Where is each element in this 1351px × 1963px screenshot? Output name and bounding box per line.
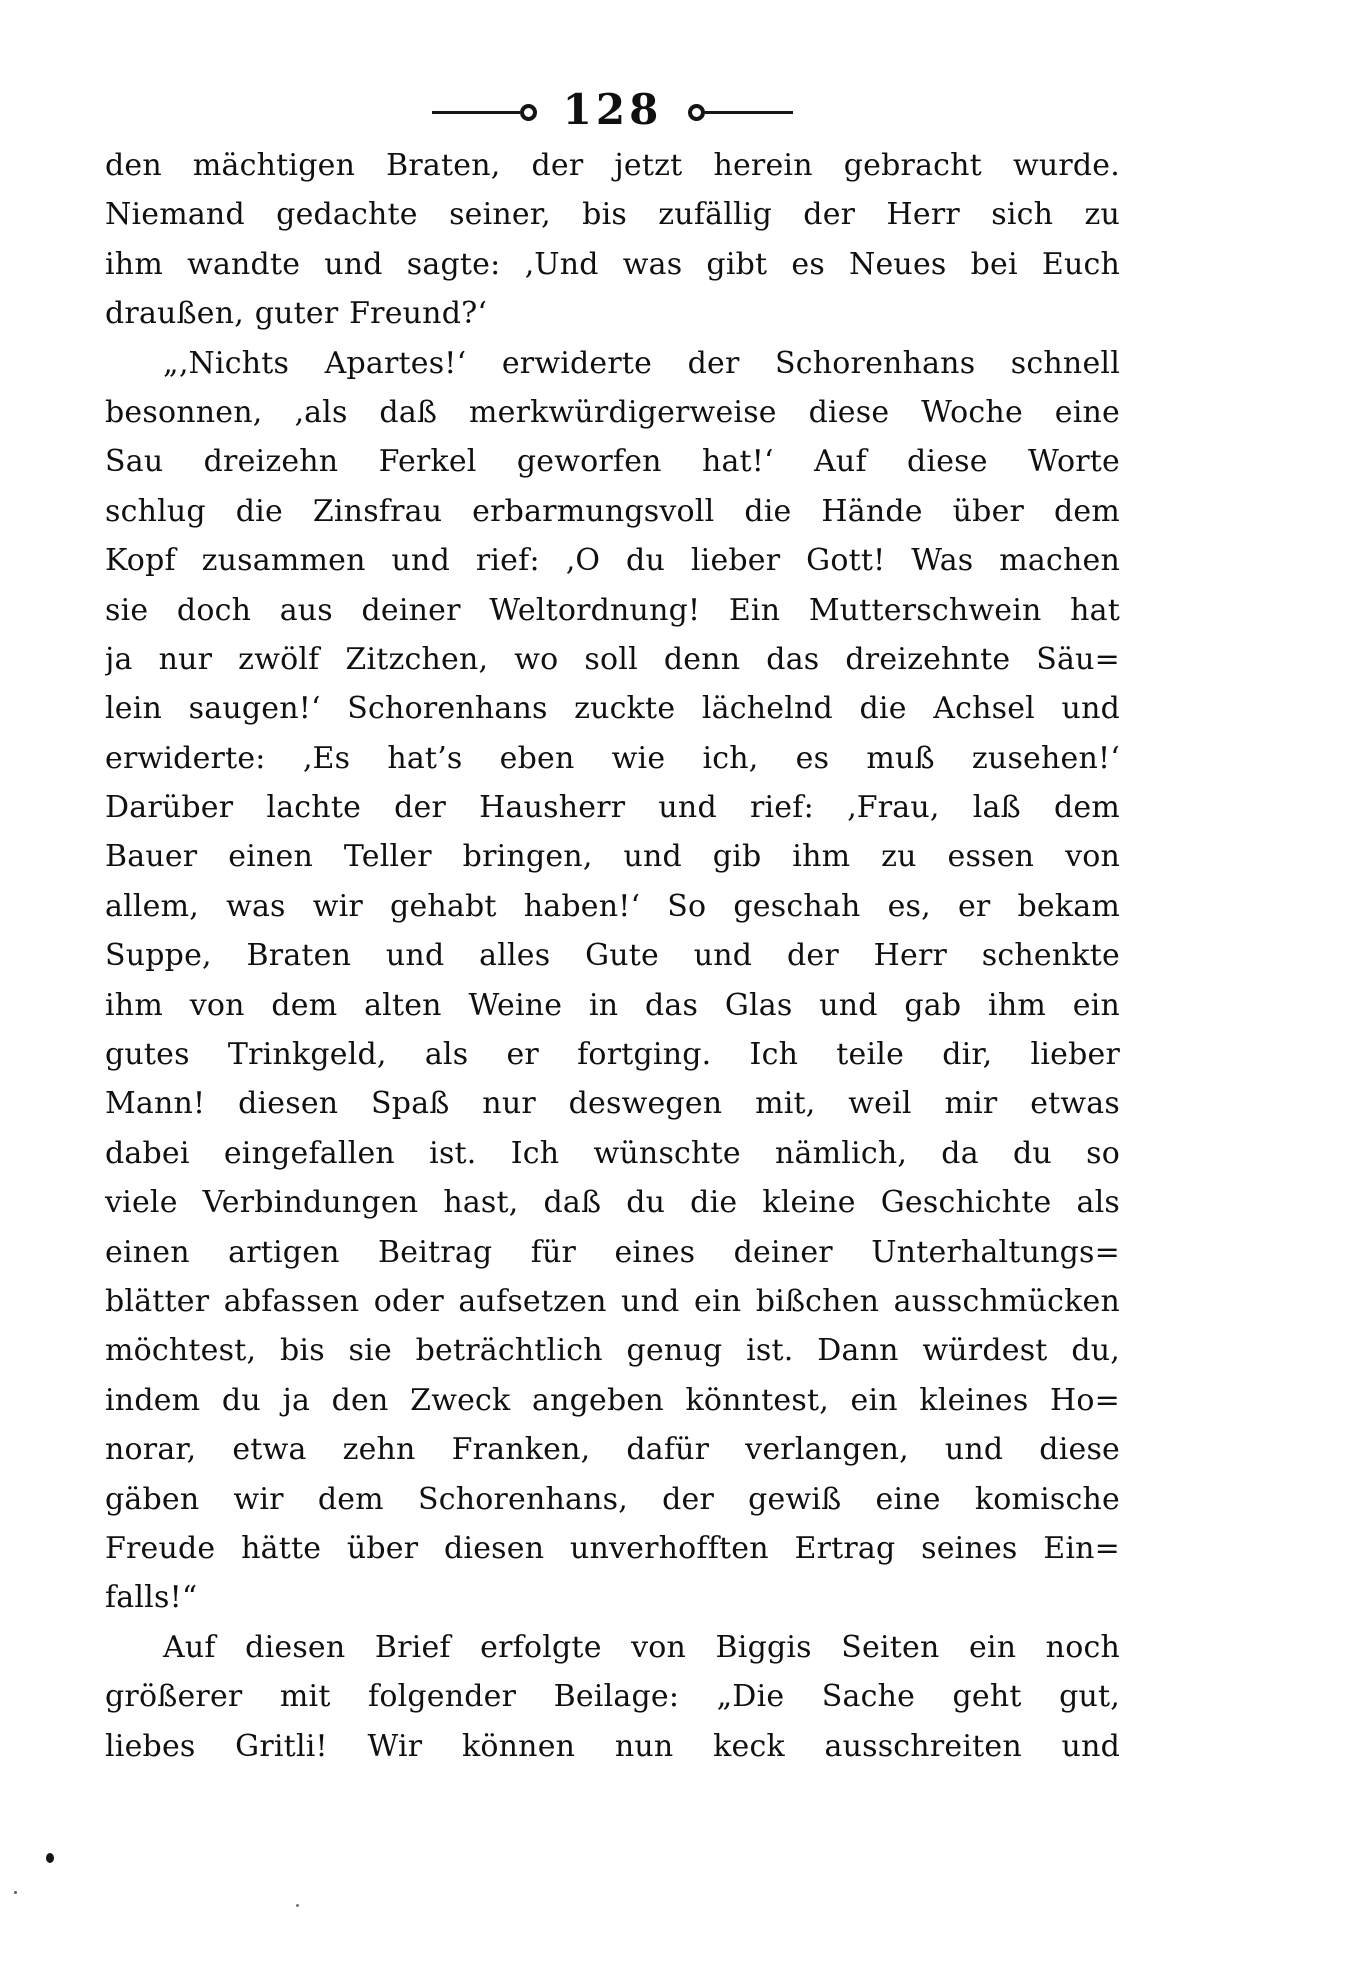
text-line: indem du ja den Zweck angeben könntest, ein kleines Ho=: [105, 1382, 1120, 1418]
ornament-ring: [520, 104, 537, 121]
text-line: viele Verbindungen hast, daß du die kleine Geschichte als: [105, 1185, 1120, 1221]
text-line: größerer mit folgender Beilage: „Die Sache geht gut,: [105, 1679, 1120, 1715]
text-line: Suppe, Braten und alles Gute und der Herr schenkte: [105, 938, 1120, 974]
text-line: Freude hätte über diesen unverhofften Ertrag seines Ein=: [105, 1530, 1120, 1566]
text-line: blätter abfassen oder aufsetzen und ein bißchen ausschmücken: [105, 1283, 1120, 1319]
text-line: den mächtigen Braten, der jetzt herein gebracht wurde.: [105, 148, 1120, 183]
text-line: Darüber lachte der Hausherr und rief: ‚Frau, laß dem: [105, 790, 1120, 826]
text-line: „‚Nichts Apartes!‘ erwiderte der Schorenhans schnell: [163, 345, 1120, 381]
text-line: Sau dreizehn Ferkel geworfen hat!‘ Auf diese Worte: [105, 444, 1120, 480]
ornament-rule: [432, 111, 520, 114]
ornament-ring: [688, 104, 705, 121]
text-line: Bauer einen Teller bringen, und gib ihm zu essen von: [105, 839, 1120, 875]
text-line: ja nur zwölf Zitzchen, wo soll denn das dreizehnte Säu=: [105, 641, 1120, 677]
ink-speck: [296, 1904, 299, 1907]
body-text: [105, 141, 1120, 1771]
text-line: besonnen, ‚als daß merkwürdigerweise diese Woche eine: [105, 394, 1120, 430]
text-line: falls!“: [105, 1580, 198, 1616]
page-header: [105, 84, 1120, 140]
header-ornament-left-icon: [432, 104, 537, 121]
text-line: sie doch aus deiner Weltordnung! Ein Mutterschwein hat: [105, 592, 1120, 628]
text-line: ihm wandte und sagte: ‚Und was gibt es Neues bei Euch: [105, 246, 1120, 282]
text-line: möchtest, bis sie beträchtlich genug ist. Dann würdest du,: [105, 1333, 1120, 1369]
text-line: allem, was wir gehabt haben!‘ So geschah es, er bekam: [105, 888, 1120, 924]
page-number: 128: [562, 85, 663, 134]
text-line: gäben wir dem Schorenhans, der gewiß eine komische: [105, 1481, 1120, 1517]
text-line: ihm von dem alten Weine in das Glas und gab ihm ein: [105, 987, 1120, 1023]
text-line: lein saugen!‘ Schorenhans zuckte lächelnd die Achsel und: [105, 691, 1120, 727]
ink-speck: [46, 1853, 54, 1863]
text-line: schlug die Zinsfrau erbarmungsvoll die Hände über dem: [105, 493, 1120, 529]
text-line: Kopf zusammen und rief: ‚O du lieber Gott! Was machen: [105, 543, 1120, 579]
text-line: einen artigen Beitrag für eines deiner Unterhaltungs=: [105, 1234, 1120, 1270]
text-line: gutes Trinkgeld, als er fortging. Ich teile dir, lieber: [105, 1037, 1120, 1073]
text-line: draußen, guter Freund?‘: [105, 296, 488, 332]
text-line: Auf diesen Brief erfolgte von Biggis Seiten ein noch: [163, 1629, 1120, 1665]
ornament-rule: [705, 111, 793, 114]
text-line: erwiderte: ‚Es hat’s eben wie ich, es muß zusehen!‘: [105, 740, 1120, 776]
text-line: Niemand gedachte seiner, bis zufällig der Herr sich zu: [105, 197, 1120, 233]
text-line: dabei eingefallen ist. Ich wünschte nämlich, da du so: [105, 1135, 1120, 1171]
text-line: Mann! diesen Spaß nur deswegen mit, weil mir etwas: [105, 1086, 1120, 1122]
text-line: liebes Gritli! Wir können nun keck ausschreiten und: [105, 1728, 1120, 1764]
header-ornament-right-icon: [688, 104, 793, 121]
text-line: norar, etwa zehn Franken, dafür verlangen, und diese: [105, 1432, 1120, 1468]
ink-speck: [14, 1891, 17, 1894]
